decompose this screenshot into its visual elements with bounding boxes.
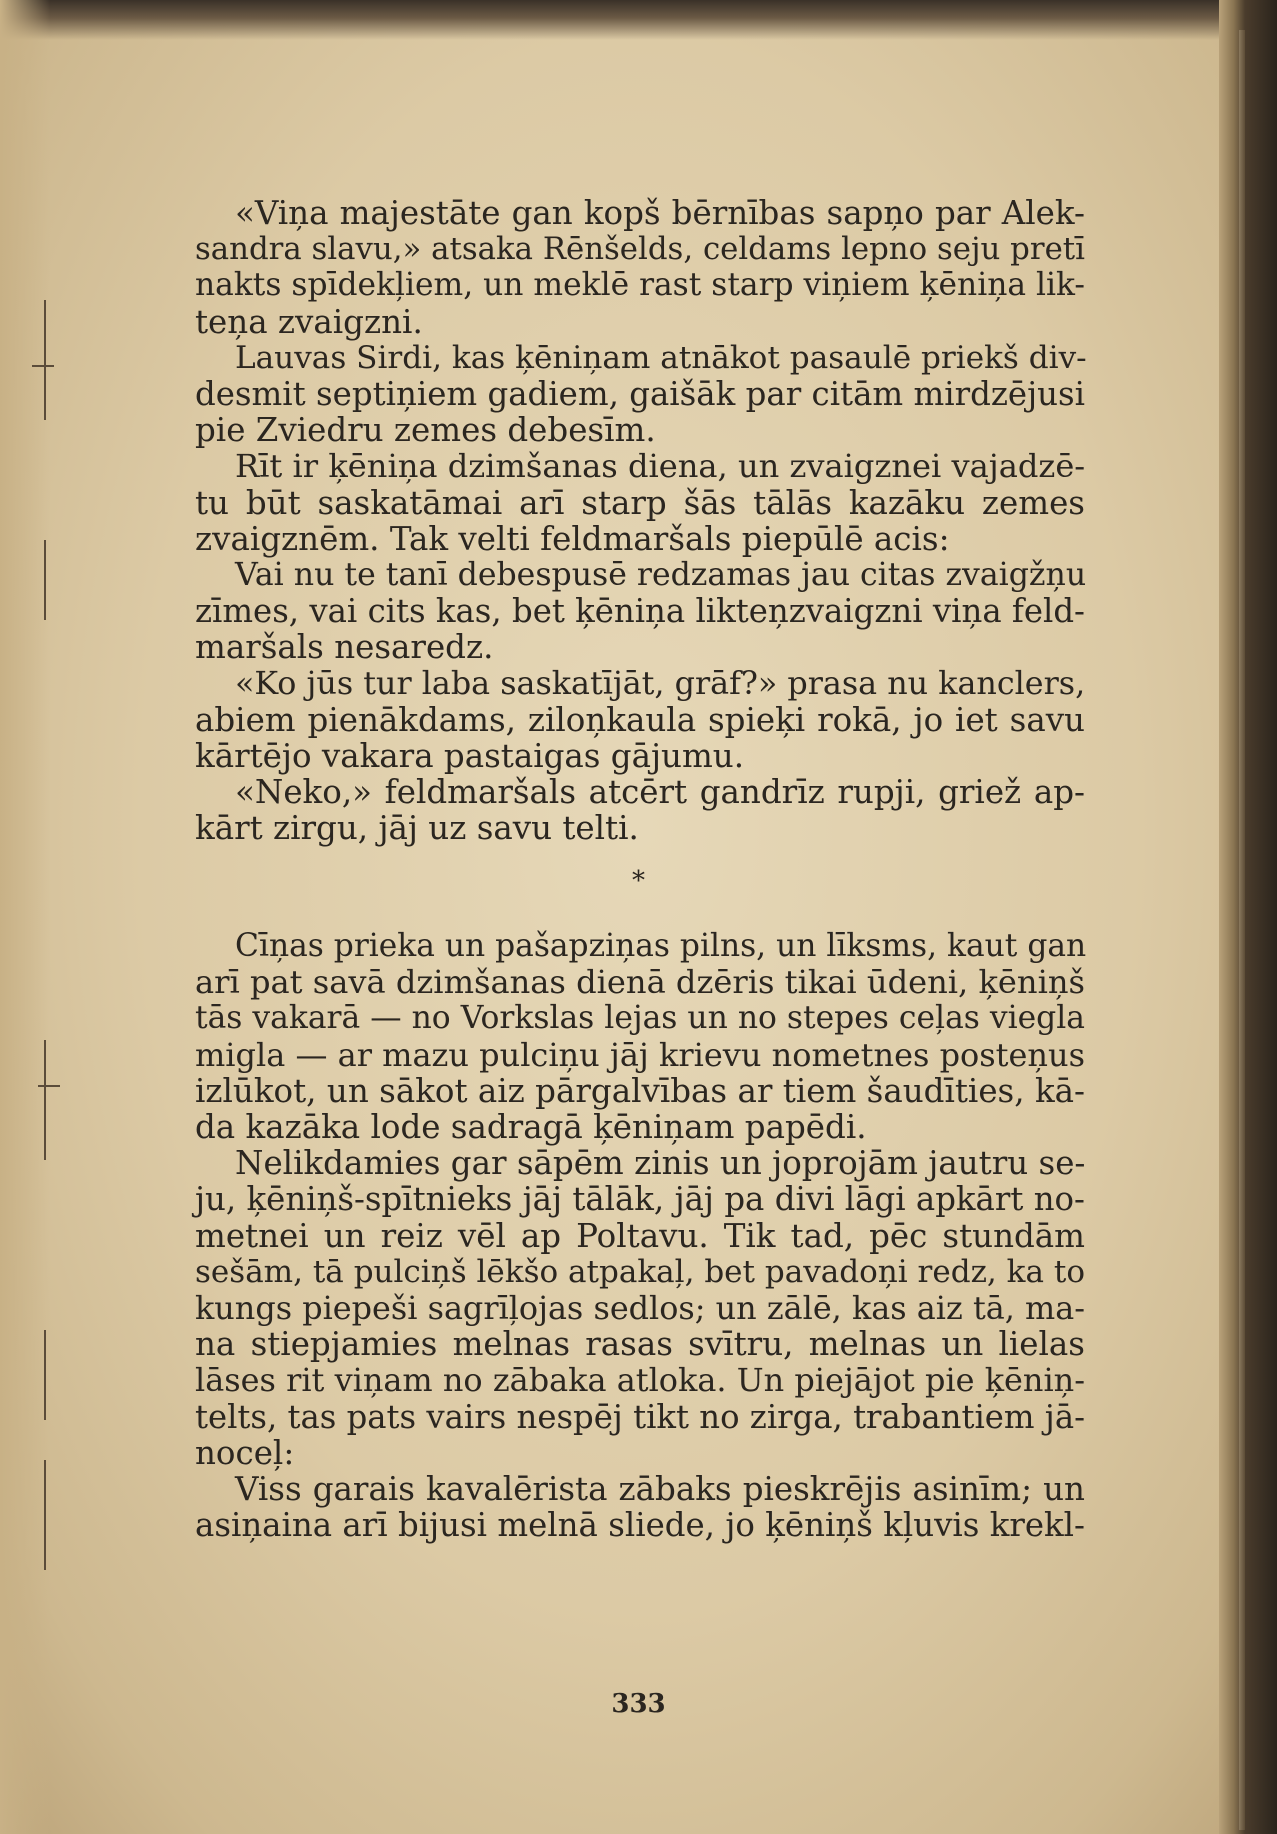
page-left-gutter	[0, 0, 50, 1834]
gutter-mark	[44, 1040, 46, 1160]
text-line: abiem pienākdams, ziloņkaula spieķi rokā, jo iet savu	[195, 700, 1085, 739]
text-line: «Viņa majestāte gan kopš bērnības sapņo par Alek-	[235, 194, 1085, 232]
text-line: desmit septiņiem gadiem, gaišāk par citām mirdzējusi	[195, 375, 1085, 414]
gutter-mark	[44, 1330, 46, 1420]
page-edge-highlight	[1239, 30, 1245, 1830]
gutter-mark	[44, 1460, 46, 1570]
gutter-mark	[44, 540, 46, 620]
text-line: «Ko jūs tur laba saskatījāt, grāf?» prasa nu kanclers,	[235, 665, 1086, 702]
text-line: izlūkot, un sākot aiz pārgalvības ar tiem šaudīties, kā-	[195, 1071, 1085, 1110]
text-line: Rīt ir ķēniņa dzimšanas diena, un zvaigznei vajadzē-	[235, 447, 1086, 486]
scan-top-shadow	[0, 0, 1277, 40]
text-line: noceļ:	[195, 1433, 295, 1472]
text-line: metnei un reiz vēl ap Poltavu. Tik tad, pēc stundām	[195, 1216, 1085, 1255]
text-line: tu būt saskatāmai arī starp šās tālās kazāku zemes	[195, 483, 1085, 522]
text-line: da kazāka lode sadragā ķēniņam papēdi.	[195, 1108, 867, 1147]
text-line: sandra slavu,» atsaka Rēnšelds, celdams lepno seju pretī	[195, 231, 1085, 268]
text-line: ju, ķēniņš-spītnieks jāj tālāk, jāj pa divi lāgi apkārt no-	[195, 1180, 1085, 1219]
text-line: kungs piepeši sagrīļojas sedlos; un zālē, kas aiz tā, ma-	[195, 1289, 1085, 1328]
book-cover-edge	[1219, 0, 1277, 1834]
text-line: telts, tas pats vairs nespēj tikt no zirga, trabantiem jā-	[195, 1397, 1085, 1436]
text-section-1	[195, 195, 1085, 847]
text-line: migla — ar mazu pulciņu jāj krievu nometnes posteņus	[195, 1035, 1085, 1074]
text-line: Vai nu te tanī debespusē redzamas jau citas zvaigžņu	[235, 557, 1087, 594]
text-line: tās vakarā — no Vorkslas lejas un no stepes ceļas viegla	[195, 1000, 1085, 1037]
text-line: sešām, tā pulciņš lēkšo atpakaļ, bet pavadoņi redz, ka to	[195, 1253, 1085, 1290]
gutter-mark	[32, 365, 54, 367]
text-line: maršals nesaredz.	[195, 628, 494, 667]
text-line: Lauvas Sirdi, kas ķēniņam atnākot pasaulē priekš div-	[235, 339, 1087, 376]
text-line: kārt zirgu, jāj uz savu telti.	[195, 809, 639, 848]
text-line: arī pat savā dzimšanas dienā dzēris tikai ūdeni, ķēniņš	[195, 963, 1085, 1002]
text-line: na stiepjamies melnas rasas svītru, melnas un lielas	[195, 1325, 1085, 1364]
text-line: Viss garais kavalērista zābaks pieskrējis asinīm; un	[235, 1470, 1085, 1509]
text-line: zīmes, vai cits kas, bet ķēniņa likteņzvaigzni viņa feld-	[195, 592, 1085, 631]
text-line: pie Zviedru zemes debesīm.	[195, 411, 656, 450]
text-line: nakts spīdekļiem, un meklē rast starp viņiem ķēniņa lik-	[195, 267, 1085, 304]
gutter-mark	[38, 1085, 60, 1087]
text-line: teņa zvaigzni.	[195, 302, 423, 341]
text-line: kārtējo vakara pastaigas gājumu.	[195, 737, 745, 776]
text-line: «Neko,» feldmaršals atcērt gandrīz rupji, griež ap-	[235, 773, 1085, 812]
gutter-mark	[44, 300, 46, 420]
page-number: 333	[611, 1689, 666, 1719]
text-line: Nelikdamies gar sāpēm zinis un joprojām jautru se-	[235, 1144, 1086, 1183]
text-line: Cīņas prieka un pašapziņas pilns, un līksms, kaut gan	[235, 928, 1087, 964]
section-separator: *	[632, 866, 645, 896]
text-line: zvaigznēm. Tak velti feldmaršals piepūlē acis:	[195, 519, 950, 558]
text-line: lāses rit viņam no zābaka atloka. Un piejājot pie ķēniņ-	[195, 1361, 1085, 1400]
text-section-2	[195, 928, 1085, 1543]
text-line: asiņaina arī bijusi melnā sliede, jo ķēniņš kļuvis krekl-	[195, 1506, 1085, 1545]
